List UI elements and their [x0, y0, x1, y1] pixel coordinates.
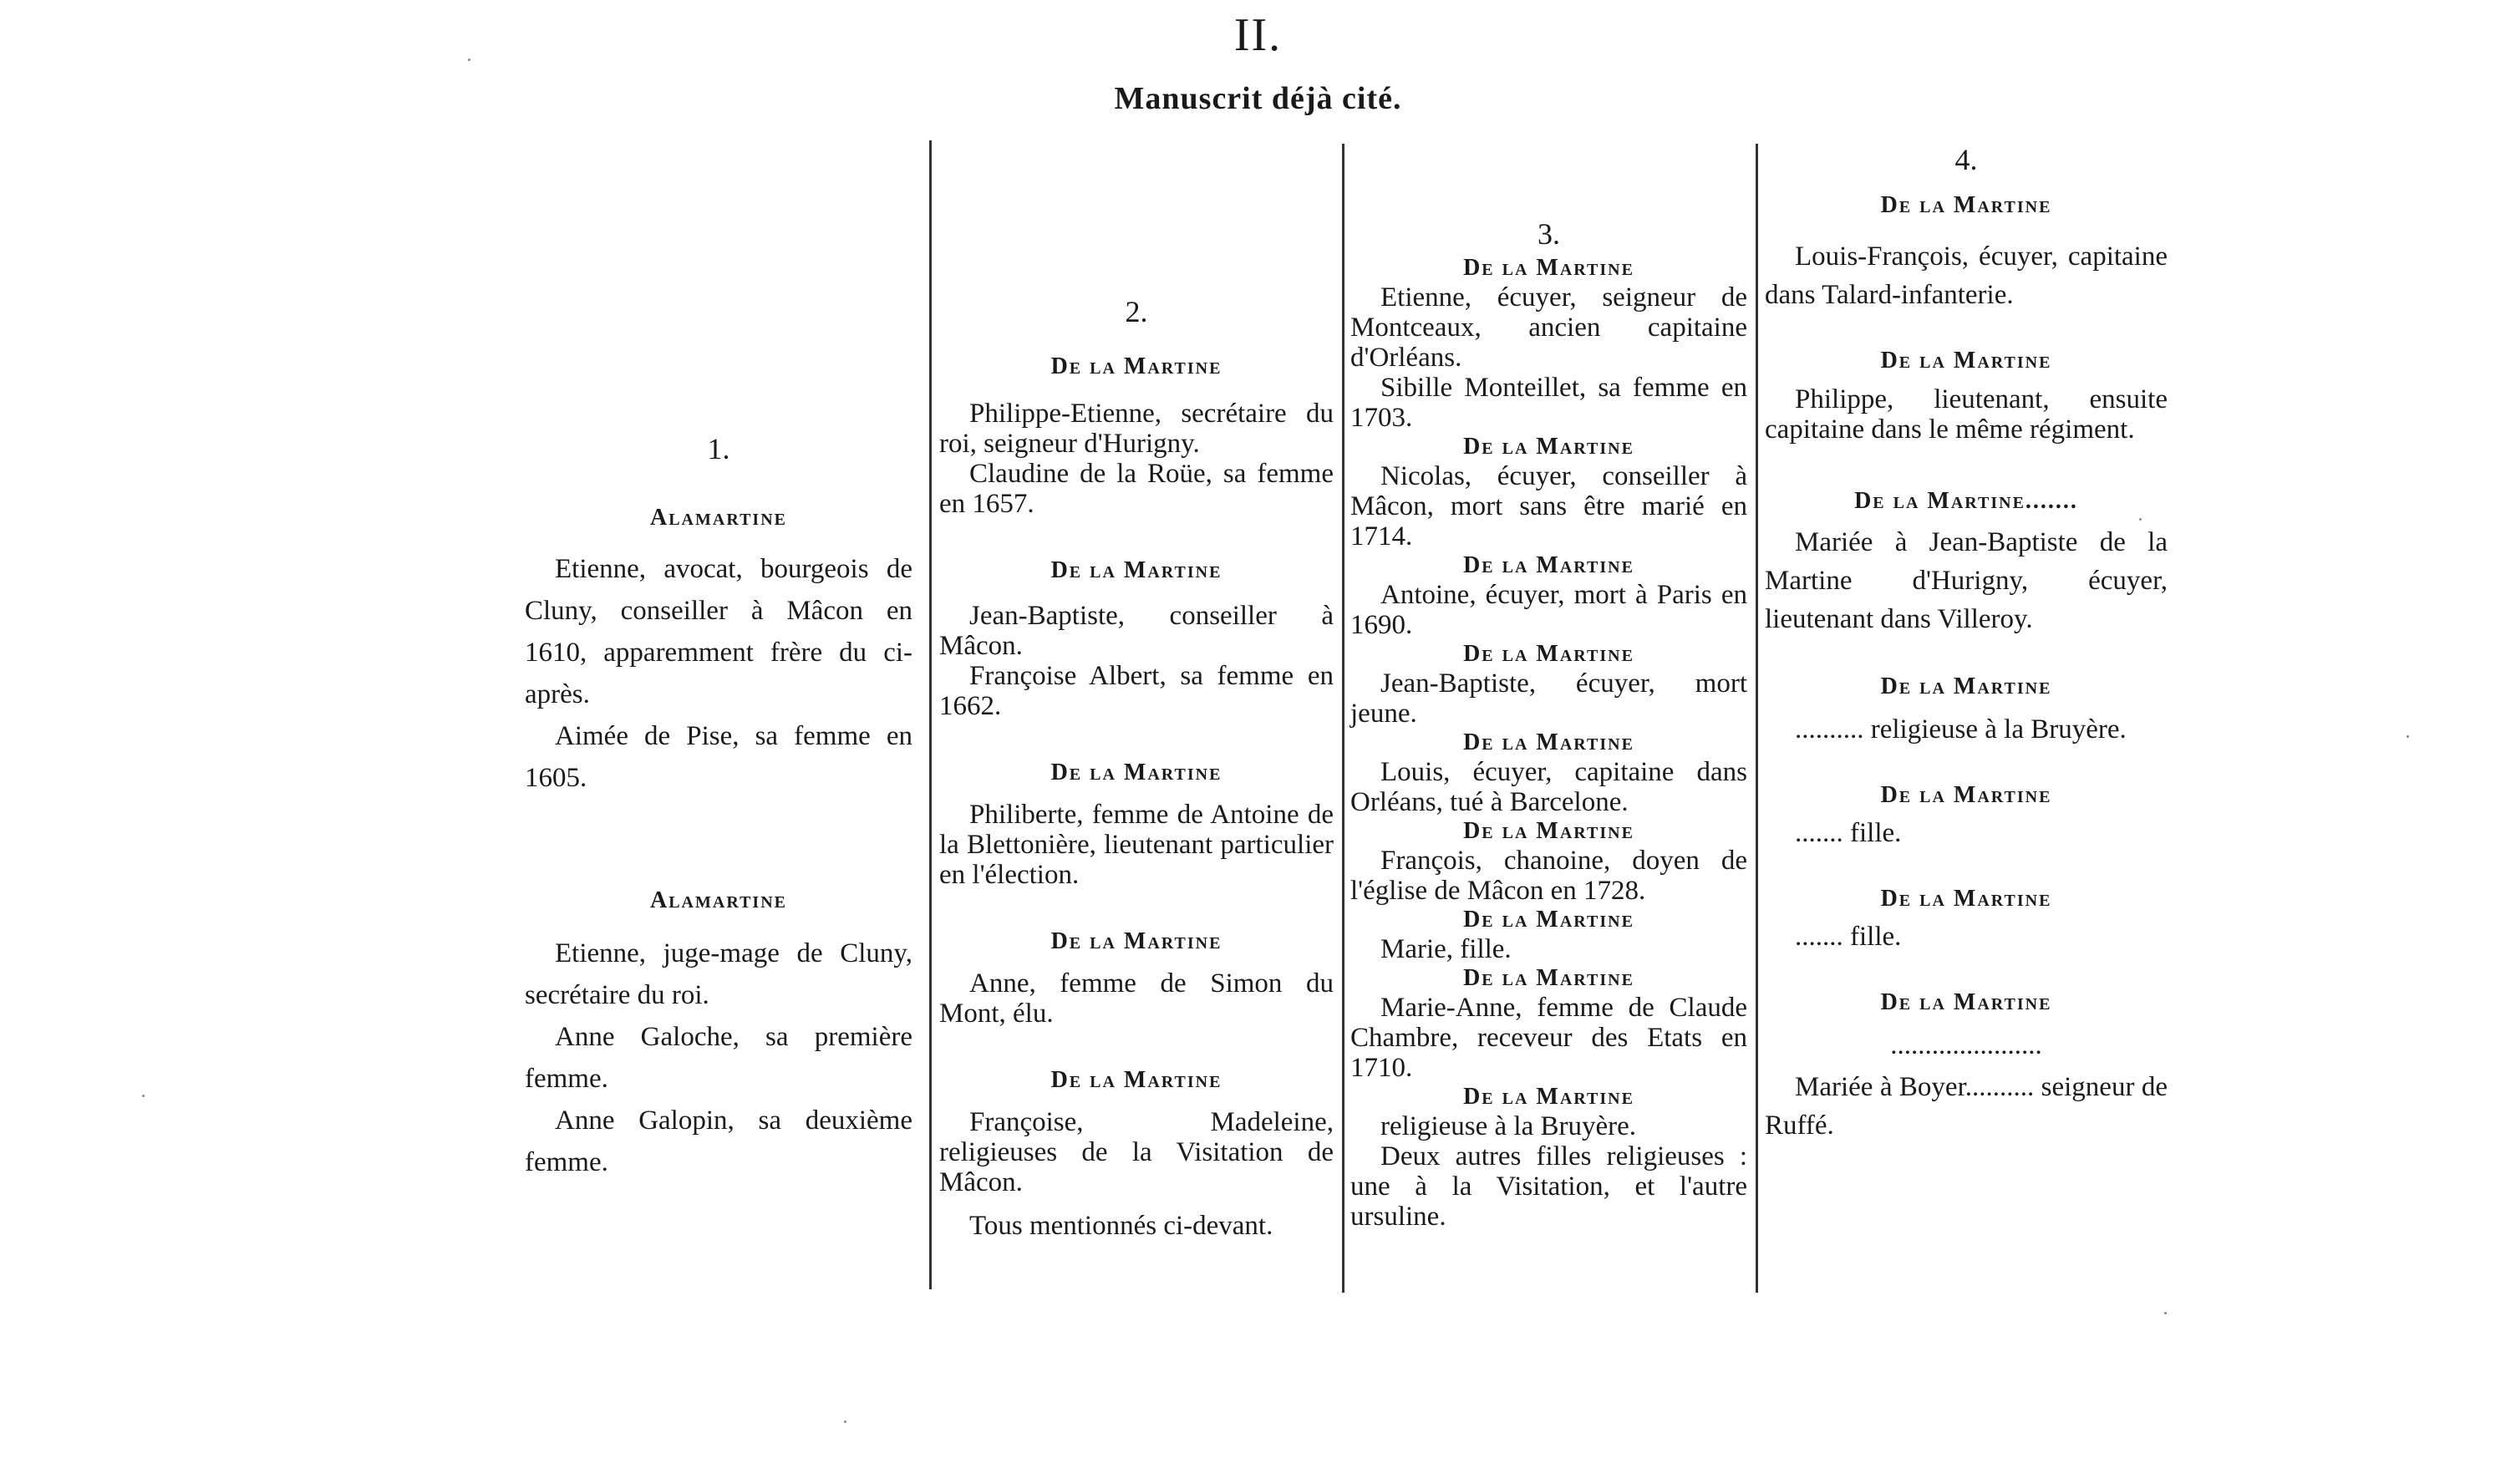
entry-line: ....... fille. — [1795, 818, 1902, 848]
column-2 — [939, 297, 1334, 1241]
scan-speck — [2164, 1312, 2167, 1314]
entry-line: Jean-Baptiste, conseiller à Mâcon. — [939, 601, 1334, 661]
entry-heading: De la Martine — [1463, 1084, 1634, 1110]
entry-line: Françoise Albert, sa femme en 1662. — [939, 661, 1334, 721]
entry-line: Etienne, avocat, bourgeois de Cluny, conseiller à Mâcon en 1610, apparemment frère du ci-après. — [525, 554, 912, 709]
entry-heading: De la Martine — [1463, 729, 1634, 755]
entry-heading: De la Martine....... — [1854, 488, 2078, 514]
entry-line: Anne Galoche, sa première femme. — [525, 1022, 912, 1094]
entry-line: Mariée à Boyer.......... seigneur de Ruffé. — [1765, 1072, 2168, 1141]
entry-heading: De la Martine — [1050, 1067, 1222, 1093]
entry-line: Sibille Monteillet, sa femme en 1703. — [1350, 373, 1747, 433]
entry-line: ...................... — [1890, 1030, 2042, 1060]
entry-line: Françoise, Madeleine, religieuses de la Visitation de Mâcon. — [939, 1107, 1334, 1197]
entry-heading: De la Martine — [1463, 641, 1634, 667]
entry-heading: De la Martine — [1050, 557, 1222, 583]
entry-line: François, chanoine, doyen de l'église de Mâcon en 1728. — [1350, 846, 1747, 906]
entry-heading: Alamartine — [650, 505, 787, 531]
entry-line: Nicolas, écuyer, conseiller à Mâcon, mort sans être marié en 1714. — [1350, 461, 1747, 551]
entry-line: Marie, fille. — [1380, 934, 1512, 964]
column-1 — [525, 428, 912, 1183]
column-number: 1. — [707, 432, 730, 465]
entry-heading: De la Martine — [1463, 434, 1634, 460]
entry-heading: De la Martine — [1880, 348, 2052, 374]
page-title: Manuscrit déjà cité. — [1114, 81, 1402, 116]
column-3 — [1350, 219, 1747, 1232]
column-number: 3. — [1538, 217, 1560, 251]
entry-line: Tous mentionnés ci-devant. — [969, 1211, 1273, 1241]
entry-heading: De la Martine — [1880, 886, 2052, 912]
entry-line: Antoine, écuyer, mort à Paris en 1690. — [1350, 580, 1747, 640]
column-rule — [1342, 144, 1344, 1293]
entry-line: Louis-François, écuyer, capitaine dans Talard-infanterie. — [1765, 241, 2168, 310]
entry-line: Etienne, écuyer, seigneur de Montceaux, ancien capitaine d'Orléans. — [1350, 282, 1747, 373]
entry-heading: De la Martine — [1463, 907, 1634, 933]
entry-heading: De la Martine — [1463, 255, 1634, 281]
entry-heading: De la Martine — [1050, 353, 1222, 379]
entry-heading: De la Martine — [1880, 192, 2052, 218]
entry-line: Deux autres filles religieuses : une à la Visitation, et l'autre ursuline. — [1350, 1141, 1747, 1232]
entry-heading: De la Martine — [1463, 965, 1634, 991]
scan-speck — [844, 1420, 846, 1423]
entry-line: Anne, femme de Simon du Mont, élu. — [939, 968, 1334, 1029]
entry-line: Mariée à Jean-Baptiste de la Martine d'Hurigny, écuyer, lieutenant dans Villeroy. — [1765, 527, 2168, 634]
entry-heading: De la Martine — [1880, 782, 2052, 808]
entry-line: .......... religieuse à la Bruyère. — [1795, 714, 2127, 745]
entry-heading: De la Martine — [1880, 673, 2052, 699]
entry-line: Philiberte, femme de Antoine de la Blettonière, lieutenant particulier en l'élection. — [939, 800, 1334, 890]
entry-line: Jean-Baptiste, écuyer, mort jeune. — [1350, 668, 1747, 729]
entry-line: Marie-Anne, femme de Claude Chambre, receveur des Etats en 1710. — [1350, 993, 1747, 1083]
entry-line: Etienne, juge-mage de Cluny, secrétaire du roi. — [525, 938, 912, 1010]
entry-line: Aimée de Pise, sa femme en 1605. — [525, 721, 912, 793]
entry-heading: Alamartine — [650, 887, 787, 913]
entry-line: religieuse à la Bruyère. — [1380, 1111, 1637, 1141]
entry-heading: De la Martine — [1880, 989, 2052, 1015]
column-rule — [1756, 144, 1758, 1293]
entry-line: Claudine de la Roüe, sa femme en 1657. — [939, 459, 1334, 519]
entry-heading: De la Martine — [1050, 928, 1222, 954]
page-number: II. — [1233, 9, 1283, 61]
scan-speck — [2407, 735, 2409, 738]
entry-line: Louis, écuyer, capitaine dans Orléans, tué à Barcelone. — [1350, 757, 1747, 817]
entry-line: Philippe-Etienne, secrétaire du roi, seigneur d'Hurigny. — [939, 399, 1334, 459]
scan-speck — [468, 58, 470, 61]
entry-heading: De la Martine — [1463, 818, 1634, 844]
entry-line: Philippe, lieutenant, ensuite capitaine dans le même régiment. — [1765, 384, 2168, 445]
scan-speck — [2139, 518, 2142, 521]
entry-line: ....... fille. — [1795, 922, 1902, 952]
column-number: 4. — [1954, 143, 1978, 176]
column-number: 2. — [1125, 295, 1148, 328]
column-4 — [1765, 140, 2168, 1145]
column-rule — [929, 140, 932, 1289]
scan-speck — [142, 1095, 145, 1097]
entry-heading: De la Martine — [1463, 552, 1634, 578]
entry-line: Anne Galopin, sa deuxième femme. — [525, 1105, 912, 1177]
entry-heading: De la Martine — [1050, 760, 1222, 785]
